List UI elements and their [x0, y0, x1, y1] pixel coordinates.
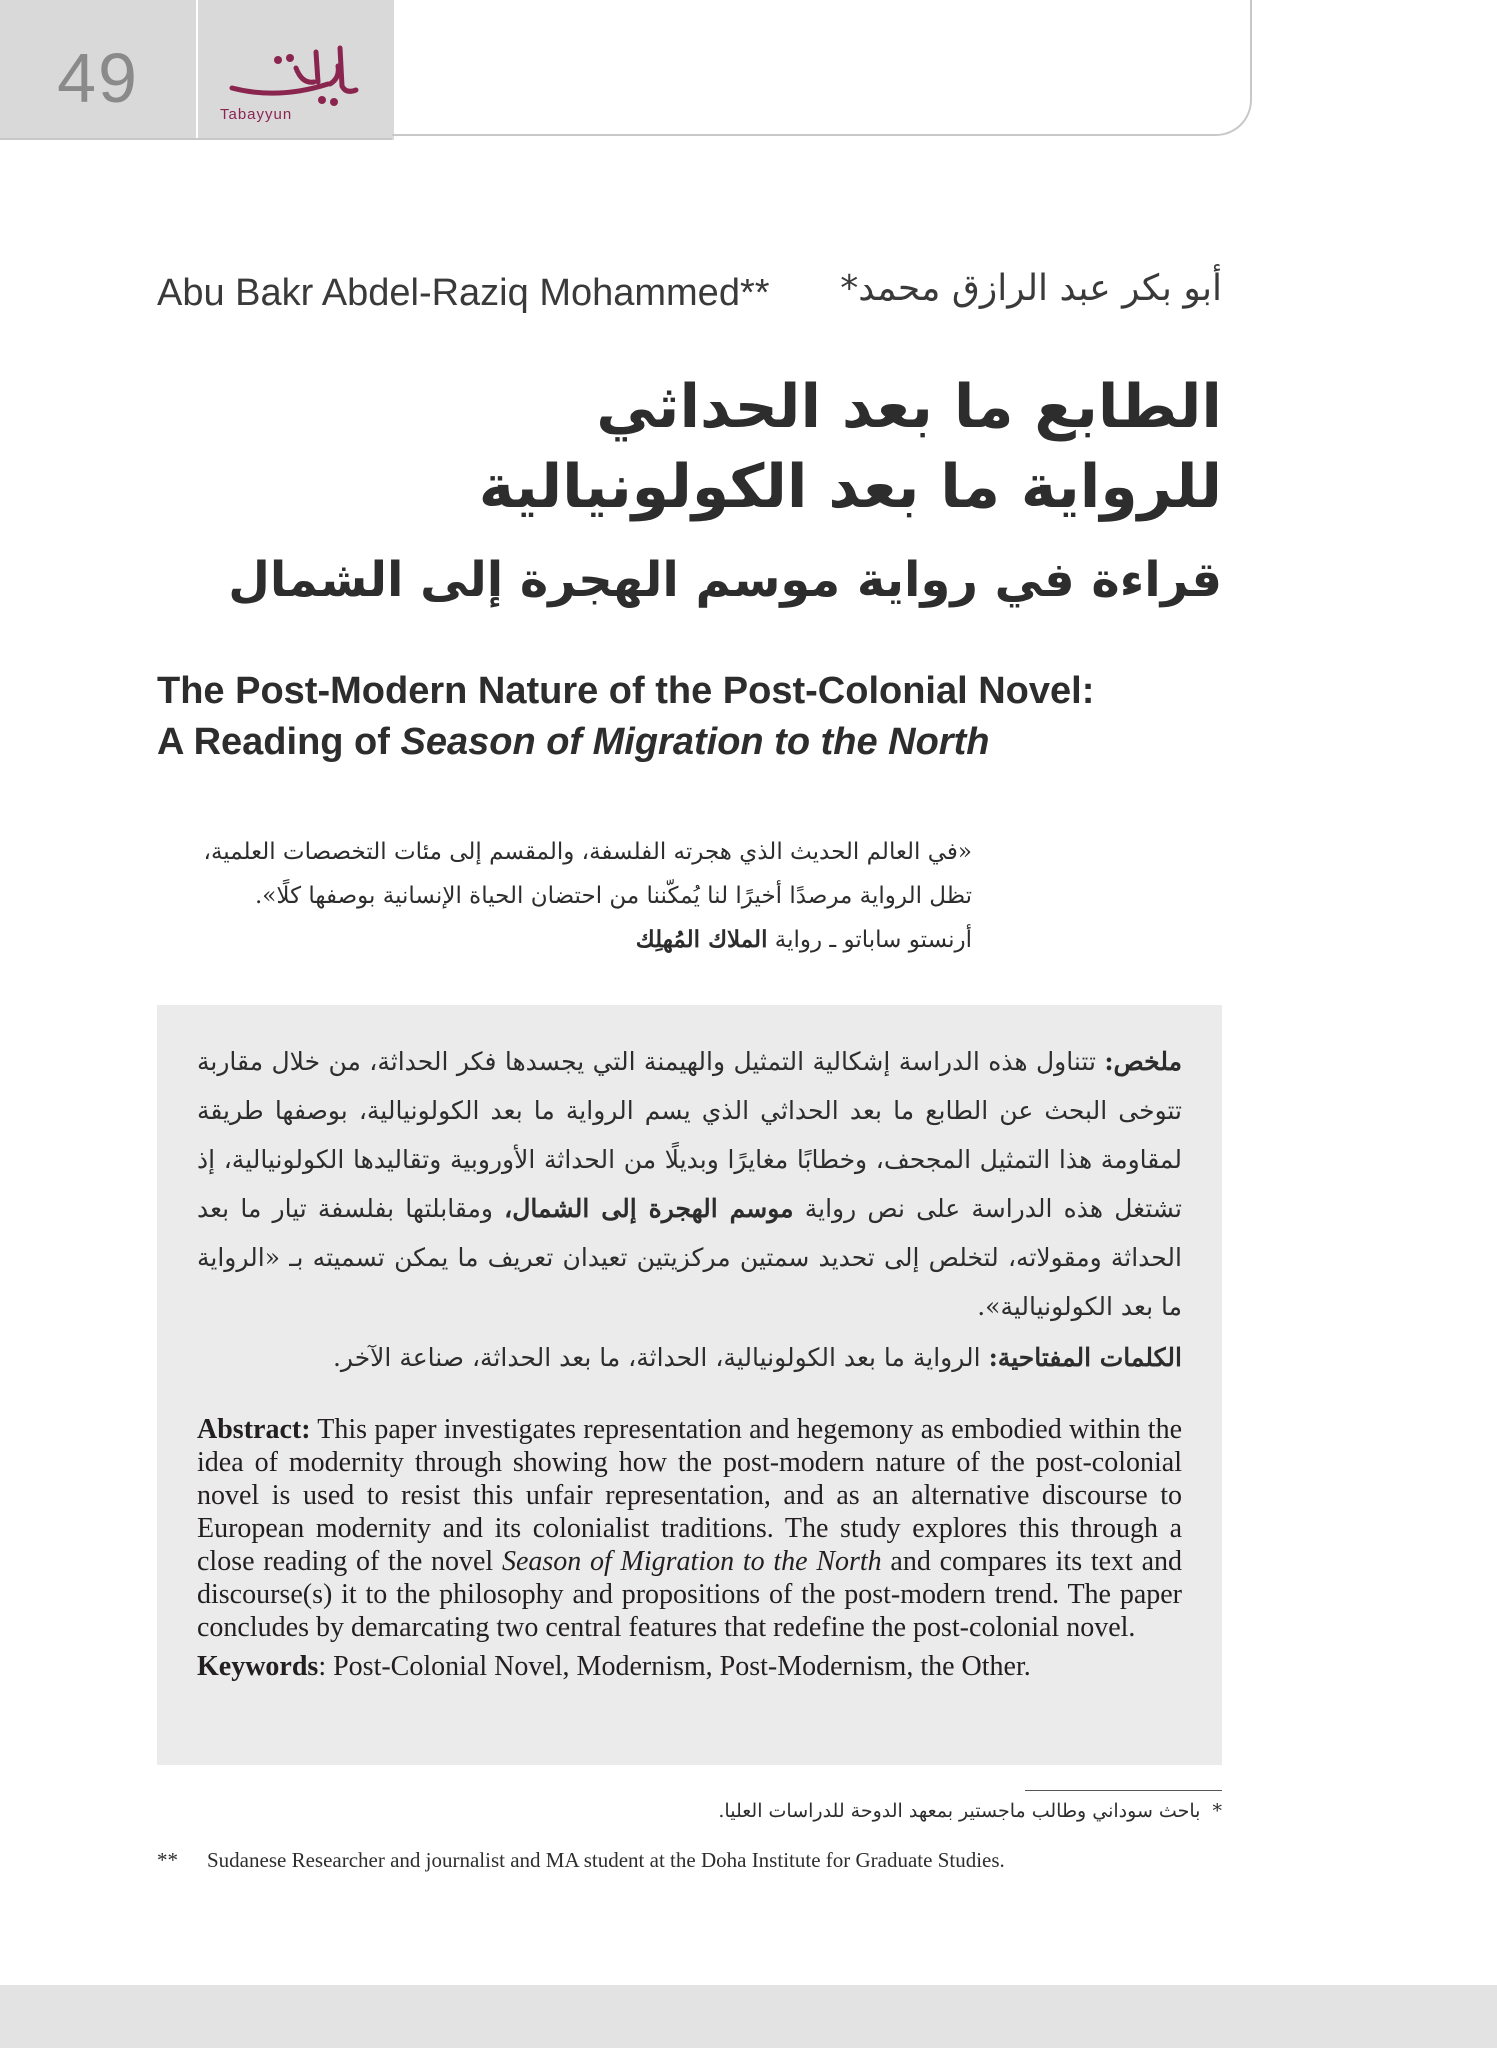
arabic-title-line-1: الطابع ما بعد الحداثي — [596, 372, 1222, 442]
page-number-block — [0, 0, 196, 140]
footnote-english — [157, 1848, 1222, 1873]
epigraph-line-2: تظل الرواية مرصدًا أخيرًا لنا يُمكّننا من احتضان الحياة الإنسانية بوصفها كلًا». — [255, 883, 972, 909]
english-keywords-label: Keywords — [197, 1651, 319, 1682]
english-title-line-1: The Post-Modern Nature of the Post-Colonial Novel: — [157, 670, 1095, 712]
footnote-arabic-mark: * — [1212, 1800, 1222, 1822]
english-title-novel: Season of Migration to the North — [400, 721, 990, 763]
arabic-abstract-text-1: تتناول هذه الدراسة إشكالية التمثيل والهيمنة التي يجسدها فكر الحداثة، من خلال مقاربة تتوخى البحث عن الطابع ما بعد الحداثي الذي يسم الرواية ما بعد الكولونيالية، بوصفها طريقة لمقاومة هذا التمثيل المجحف، وخطابًا مغايرًا وبديلًا من الحداثة الأوروبية وتقاليدها الكولونيالية، إذ تشتغل هذه الدراسة على نص رواية — [197, 1047, 1182, 1223]
arabic-abstract-novel: موسم الهجرة إلى الشمال، — [504, 1194, 794, 1223]
english-abstract-novel: Season of Migration to the North — [501, 1546, 882, 1577]
english-title-prefix: A Reading of — [157, 721, 401, 763]
footnote-english-text: Sudanese Researcher and journalist and MA student at the Doha Institute for Graduate Studies. — [207, 1848, 1005, 1872]
arabic-keywords-text: الرواية ما بعد الكولونيالية، الحداثة، ما بعد الحداثة، صناعة الآخر. — [332, 1343, 989, 1372]
header-bottom-rule — [0, 138, 392, 140]
abstract-box — [157, 1005, 1222, 1765]
footnote-arabic-text: باحث سوداني وطالب ماجستير بمعهد الدوحة للدراسات العليا. — [718, 1800, 1201, 1822]
author-english: Abu Bakr Abdel-Raziq Mohammed** — [157, 272, 770, 314]
epigraph-attribution — [157, 918, 972, 962]
epigraph-work: الملاك المُهلِك — [635, 926, 768, 953]
english-abstract-text-2: and compares its text and discourse(s) it to the philosophy and propositions of the post-modern trend. The paper concludes by demarcating two central features that redefine the post-colonial novel. — [197, 1546, 1182, 1643]
epigraph-line-1: «في العالم الحديث الذي هجرته الفلسفة، والمقسم إلى مئات التخصصات العلمية، — [203, 839, 972, 865]
english-title-line-2 — [157, 717, 1237, 768]
english-abstract-text-1: This paper investigates representation and hegemony as embodied within the idea of modernity through showing how the post-modern nature of the post-colonial novel is used to resist this unfair representation, and as an alternative discourse to European modernity and its colonialist traditions. The study explores this through a close reading of the novel — [197, 1414, 1182, 1577]
english-title — [157, 666, 1237, 768]
arabic-abstract — [197, 1037, 1182, 1382]
epigraph-author: أرنستو ساباتو ـ رواية — [767, 927, 972, 953]
arabic-title-line-2: للرواية ما بعد الكولونيالية — [478, 452, 1222, 522]
footnote-arabic — [157, 1800, 1222, 1822]
authors-line — [157, 268, 1222, 328]
arabic-abstract-label: ملخص: — [1104, 1047, 1182, 1076]
author-arabic: أبو بكر عبد الرازق محمد* — [840, 268, 1222, 309]
english-abstract-body — [197, 1413, 1182, 1644]
journal-brand: Tabayyun — [220, 106, 293, 123]
english-keywords — [197, 1650, 1182, 1683]
page-number: 49 — [57, 39, 139, 117]
arabic-abstract-body — [197, 1037, 1182, 1331]
arabic-subtitle: قراءة في رواية موسم الهجرة إلى الشمال — [228, 552, 1222, 608]
footer-band — [0, 1985, 1497, 2048]
epigraph — [157, 830, 972, 962]
footnote-rule — [1025, 1790, 1222, 1791]
arabic-abstract-text-2: ومقابلتها بفلسفة تيار ما بعد الحداثة ومقولاته، لتخلص إلى تحديد سمتين مركزيتين تعيدان تعريف ما يمكن تسميته بـ «الرواية ما بعد الكولونيالية». — [197, 1194, 1182, 1321]
arabic-keywords-label: الكلمات المفتاحية: — [988, 1343, 1182, 1372]
english-abstract — [197, 1413, 1182, 1683]
footnote-english-mark: ** — [157, 1848, 178, 1872]
tabayyun-logo-icon — [218, 38, 374, 108]
header-frame — [392, 0, 1252, 136]
arabic-keywords — [197, 1333, 1182, 1382]
journal-logo-block — [198, 0, 394, 140]
english-abstract-label: Abstract: — [197, 1414, 311, 1445]
english-keywords-text: : Post-Colonial Novel, Modernism, Post-Modernism, the Other. — [318, 1651, 1031, 1682]
